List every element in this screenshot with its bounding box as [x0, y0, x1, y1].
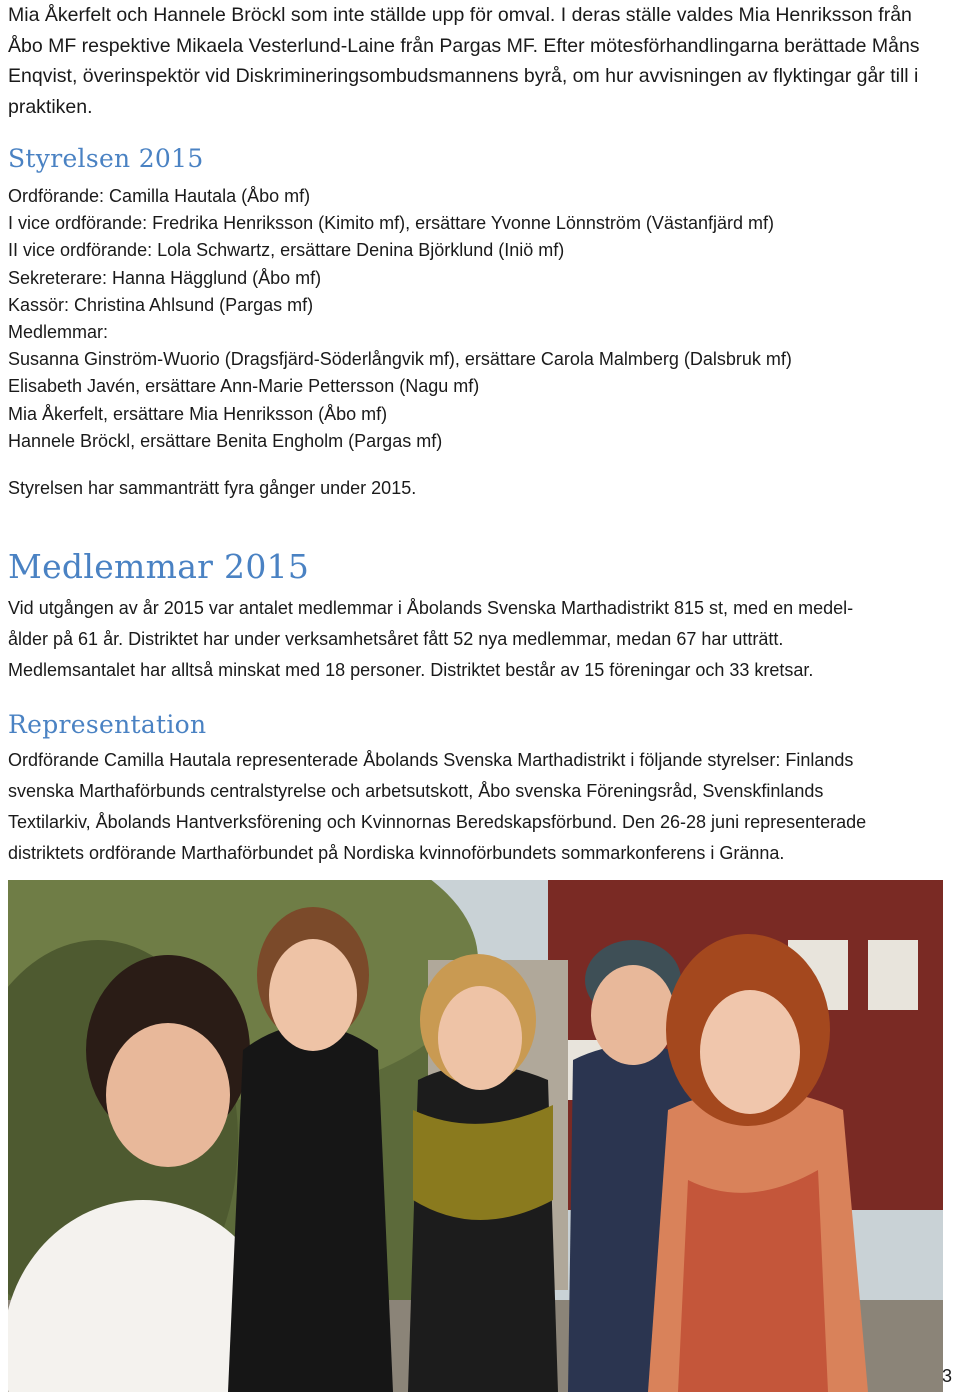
person-2-body: [228, 1025, 393, 1392]
intro-paragraph: [8, 0, 953, 122]
person-5-face: [700, 990, 800, 1114]
intro-line: Enqvist, överinspektör vid Diskrimineringsombudsmannens byrå, om hur avvisningen av flyktingar går till i: [8, 65, 919, 87]
representation-line: Textilarkiv, Åbolands Hantverksförening och Kvinnornas Beredskapsförbund. Den 26-28 juni representerade: [8, 812, 867, 832]
representation-heading: Representation: [8, 710, 207, 739]
person-3-face: [438, 986, 522, 1090]
medlemmar-paragraph: [8, 593, 953, 686]
medlemmar-heading: Medlemmar 2015: [8, 547, 310, 586]
styrelsen-line: Ordförande: Camilla Hautala (Åbo mf): [8, 186, 311, 206]
group-photo: [8, 880, 943, 1392]
styrelsen-line: Elisabeth Javén, ersättare Ann-Marie Pettersson (Nagu mf): [8, 376, 480, 397]
representation-paragraph: [8, 745, 953, 869]
person-1-face: [106, 1023, 230, 1167]
styrelsen-line: II vice ordförande: Lola Schwartz, ersättare Denina Björklund (Iniö mf): [8, 240, 565, 261]
intro-line: Mia Åkerfelt och Hannele Bröckl som inte ställde upp för omval. I deras ställe valdes Mia Henriksson från: [8, 4, 912, 26]
intro-line: Åbo MF respektive Mikaela Vesterlund-Laine från Pargas MF. Efter mötesförhandlingarna berättade Måns: [8, 34, 920, 57]
representation-line: svenska Marthaförbunds centralstyrelse och arbetsutskott, Åbo svenska Föreningsråd, Svenskfinlands: [8, 781, 824, 801]
styrelsen-line: Hannele Bröckl, ersättare Benita Engholm (Pargas mf): [8, 430, 443, 451]
styrelsen-list: [8, 183, 953, 455]
styrelsen-line: Kassör: Christina Ahlsund (Pargas mf): [8, 294, 314, 315]
person-2-face: [269, 939, 357, 1051]
styrelsen-heading: Styrelsen 2015: [8, 144, 204, 173]
person-4-face: [591, 965, 675, 1065]
styrelsen-line: Sekreterare: Hanna Hägglund (Åbo mf): [8, 267, 322, 288]
intro-line: praktiken.: [8, 95, 93, 118]
styrelsen-summary: Styrelsen har sammanträtt fyra gånger under 2015.: [8, 478, 417, 498]
styrelsen-line: Mia Åkerfelt, ersättare Mia Henriksson (Åbo mf): [8, 403, 388, 424]
medlemmar-line: ålder på 61 år. Distriktet har under verksamhetsåret fått 52 nya medlemmar, medan 67 har utträtt.: [8, 629, 784, 649]
styrelsen-line: Medlemmar:: [8, 322, 109, 343]
styrelsen-line: Susanna Ginström-Wuorio (Dragsfjärd-Söderlångvik mf), ersättare Carola Malmberg (Dalsbruk mf): [8, 349, 792, 370]
styrelsen-line: I vice ordförande: Fredrika Henriksson (Kimito mf), ersättare Yvonne Lönnström (Västanfjärd mf): [8, 213, 774, 234]
representation-line: Ordförande Camilla Hautala representerade Åbolands Svenska Marthadistrikt i följande styrelser: Finlands: [8, 750, 854, 770]
medlemmar-line: Medlemsantalet har alltså minskat med 18 personer. Distriktet består av 15 föreningar och 33 kretsar.: [8, 660, 814, 680]
group-photo-illustration: [8, 880, 943, 1392]
page-number: 3: [941, 1366, 952, 1386]
medlemmar-line: Vid utgången av år 2015 var antalet medlemmar i Åbolands Svenska Marthadistrikt 815 st, med en medel-: [8, 598, 854, 618]
representation-line: distriktets ordförande Marthaförbundet på Nordiska kvinnoförbundets sommarkonferens i Gränna.: [8, 843, 785, 863]
